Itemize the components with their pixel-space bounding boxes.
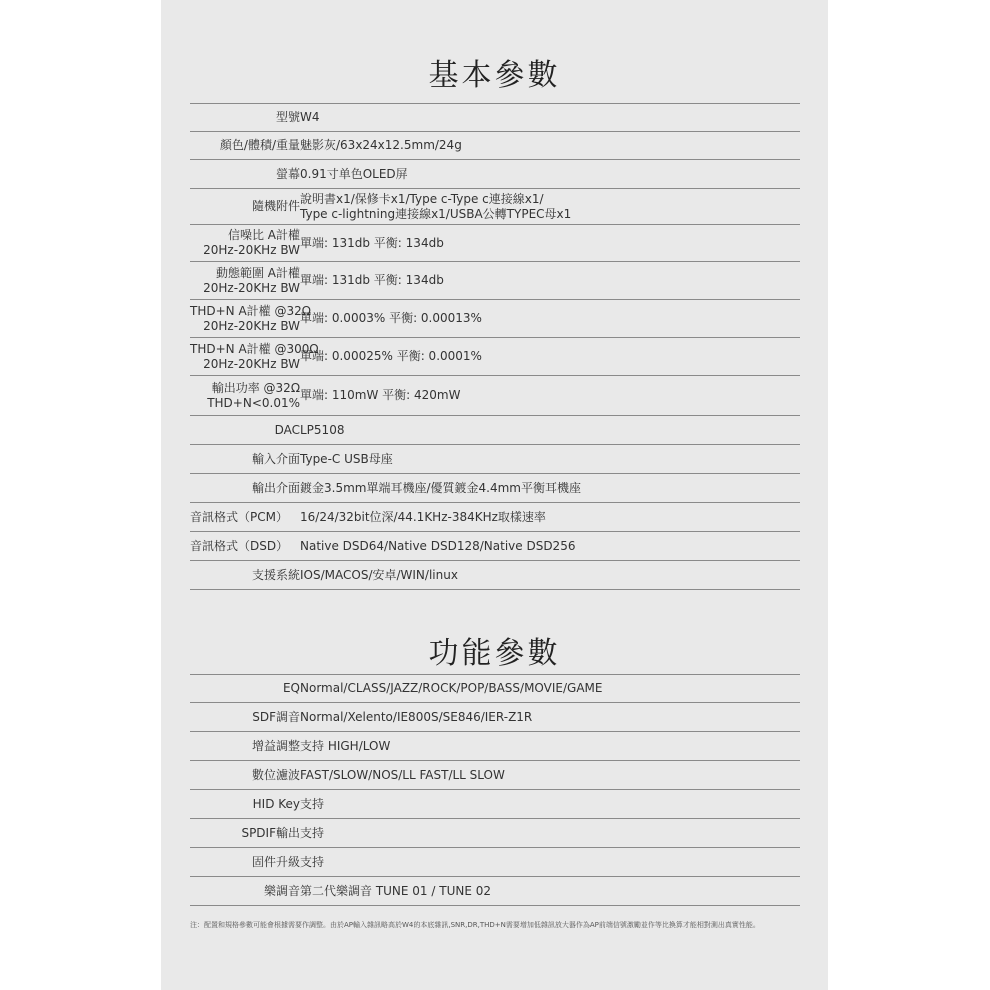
spec-value-line: 單端: 0.00025% 平衡: 0.0001% [300, 349, 482, 363]
spec-label-line: 20Hz-20KHz BW [203, 280, 300, 295]
spec-label-line: EQ [282, 681, 300, 695]
spec-label-line: SPDIF輸出 [241, 825, 300, 840]
spec-label [190, 703, 300, 732]
spec-value [300, 132, 800, 160]
spec-label [190, 675, 300, 703]
spec-value [300, 561, 800, 590]
spec-value [300, 160, 800, 189]
spec-value [300, 376, 800, 416]
spec-label [190, 338, 319, 376]
spec-label-line: DAC [274, 422, 300, 437]
spec-label-line: 支援系統 [251, 567, 300, 582]
spec-value [300, 703, 800, 732]
spec-value [300, 416, 800, 445]
spec-label-line: 信噪比 A計權 [227, 228, 300, 242]
spec-value-line: IOS/MACOS/安卓/WIN/linux [300, 567, 458, 582]
spec-value [300, 474, 800, 503]
spec-label-line: HID Key [252, 796, 300, 811]
spec-row [190, 532, 800, 561]
spec-label [190, 877, 300, 906]
spec-row [190, 225, 800, 262]
spec-label [190, 300, 311, 338]
spec-row [190, 561, 800, 590]
spec-row [190, 474, 800, 503]
spec-value-line: 16/24/32bit位深/44.1KHz-384KHz取樣速率 [300, 509, 546, 524]
spec-value [300, 225, 800, 262]
spec-value-line: Normal/Xelento/IE800S/SE846/IER-Z1R [300, 709, 533, 724]
footnote: 注：配置和規格參數可能會根據需要作調整。由於AP輸入雜訊略高於W4的本底雜訊,SNR,DR,THD+N需要增加低雜訊放大器作為AP前端信號激勵並作等比換算才能相對測出真實性能。 [190, 921, 760, 929]
function-params-title: 功能參數 [428, 636, 561, 671]
spec-label-line: 數位濾波 [251, 767, 300, 782]
spec-value-line: FAST/SLOW/NOS/LL FAST/LL SLOW [300, 767, 505, 782]
spec-row [190, 675, 800, 703]
spec-row [190, 877, 800, 906]
basic-params-table [190, 103, 800, 590]
spec-label [190, 189, 300, 225]
spec-label [190, 819, 300, 848]
spec-value-line: 支持 HIGH/LOW [300, 738, 391, 753]
spec-label [190, 790, 300, 819]
spec-value [300, 503, 800, 532]
spec-label-line: 20Hz-20KHz BW [203, 356, 300, 371]
basic-params-title: 基本參數 [428, 58, 561, 93]
spec-value [300, 761, 800, 790]
spec-label-line: THD+N A計權 @300Ω [190, 341, 319, 356]
spec-row [190, 732, 800, 761]
spec-value [300, 877, 800, 906]
spec-row [190, 132, 800, 160]
spec-row [190, 376, 800, 416]
spec-label-line: 顏色/體積/重量 [219, 138, 300, 152]
spec-value-line: Type c-lightning連接線x1/USBA公轉TYPEC母x1 [300, 206, 572, 221]
spec-label [190, 376, 300, 416]
spec-row [190, 445, 800, 474]
spec-label-line: 樂調音 [263, 883, 300, 898]
spec-value-line: 單端: 0.0003% 平衡: 0.00013% [300, 311, 482, 325]
spec-label-line: SDF調音 [252, 709, 300, 724]
spec-label-line: 20Hz-20KHz BW [203, 318, 300, 333]
spec-value-line: 單端: 131db 平衡: 134db [300, 235, 444, 250]
spec-row [190, 503, 800, 532]
spec-value-line: LP5108 [300, 422, 345, 437]
spec-value [300, 732, 800, 761]
spec-value-line: 支持 [300, 796, 325, 811]
spec-label-line: 音訊格式（DSD） [190, 538, 289, 553]
spec-label [190, 445, 300, 474]
spec-value [300, 300, 800, 338]
spec-value-line: 第二代樂調音 TUNE 01 / TUNE 02 [300, 883, 491, 898]
spec-label-line: 音訊格式（PCM） [190, 509, 288, 524]
spec-value [300, 532, 800, 561]
spec-label [190, 848, 300, 877]
spec-value [300, 189, 800, 225]
spec-label [190, 262, 300, 300]
spec-label-line: 固件升級 [251, 854, 300, 869]
spec-value [300, 819, 800, 848]
spec-value-line: Native DSD64/Native DSD128/Native DSD256 [300, 538, 576, 553]
spec-row [190, 761, 800, 790]
spec-value-line: Normal/CLASS/JAZZ/ROCK/POP/BASS/MOVIE/GAME [300, 681, 603, 695]
spec-row [190, 416, 800, 445]
spec-label-line: 動態範圍 A計權 [215, 265, 300, 280]
spec-label-line: 20Hz-20KHz BW [203, 243, 300, 257]
spec-value-line: 魅影灰/63x24x12.5mm/24g [300, 138, 462, 152]
spec-label-line: 螢幕 [275, 166, 300, 181]
spec-label [190, 503, 300, 532]
spec-row [190, 703, 800, 732]
spec-row [190, 189, 800, 225]
spec-value [300, 338, 800, 376]
spec-value-line: 單端: 131db 平衡: 134db [300, 273, 444, 287]
spec-row [190, 338, 800, 376]
spec-value [300, 104, 800, 132]
spec-label [190, 416, 300, 445]
spec-label [190, 104, 300, 132]
spec-value-line: 支持 [300, 825, 325, 840]
spec-label-line: 隨機附件 [251, 199, 300, 213]
spec-value-line: 單端: 110mW 平衡: 420mW [300, 388, 461, 402]
spec-label [190, 225, 300, 262]
spec-value-line: 0.91寸单色OLED屏 [300, 166, 408, 181]
function-params-table [190, 674, 800, 906]
spec-label [190, 160, 300, 189]
spec-label-line: 輸入介面 [251, 451, 300, 466]
spec-label-line: 輸出功率 @32Ω [211, 380, 300, 395]
spec-row [190, 819, 800, 848]
spec-value-line: W4 [300, 110, 320, 124]
spec-row [190, 262, 800, 300]
spec-value-line: 說明書x1/保修卡x1/Type c-Type c連接線x1/ [300, 191, 544, 206]
spec-value [300, 790, 800, 819]
spec-value [300, 848, 800, 877]
spec-label [190, 532, 300, 561]
spec-label [190, 732, 300, 761]
spec-label-line: 型號 [275, 110, 300, 124]
spec-row [190, 790, 800, 819]
spec-sheet-panel [161, 0, 828, 990]
spec-label [190, 474, 300, 503]
spec-value [300, 675, 800, 703]
spec-value-line: 支持 [300, 854, 325, 869]
spec-value [300, 445, 800, 474]
spec-row [190, 300, 800, 338]
spec-label-line: 增益調整 [251, 738, 300, 753]
spec-label-line: THD+N<0.01% [207, 395, 300, 410]
spec-label [190, 761, 300, 790]
spec-value-line: 鍍金3.5mm單端耳機座/優質鍍金4.4mm平衡耳機座 [300, 480, 581, 495]
spec-label-line: 輸出介面 [251, 480, 300, 495]
spec-row [190, 848, 800, 877]
spec-label-line: THD+N A計權 @32Ω [190, 303, 311, 318]
spec-label [190, 132, 300, 160]
spec-row [190, 104, 800, 132]
spec-row [190, 160, 800, 189]
spec-label [190, 561, 300, 590]
spec-value [300, 262, 800, 300]
spec-value-line: Type-C USB母座 [300, 451, 393, 466]
